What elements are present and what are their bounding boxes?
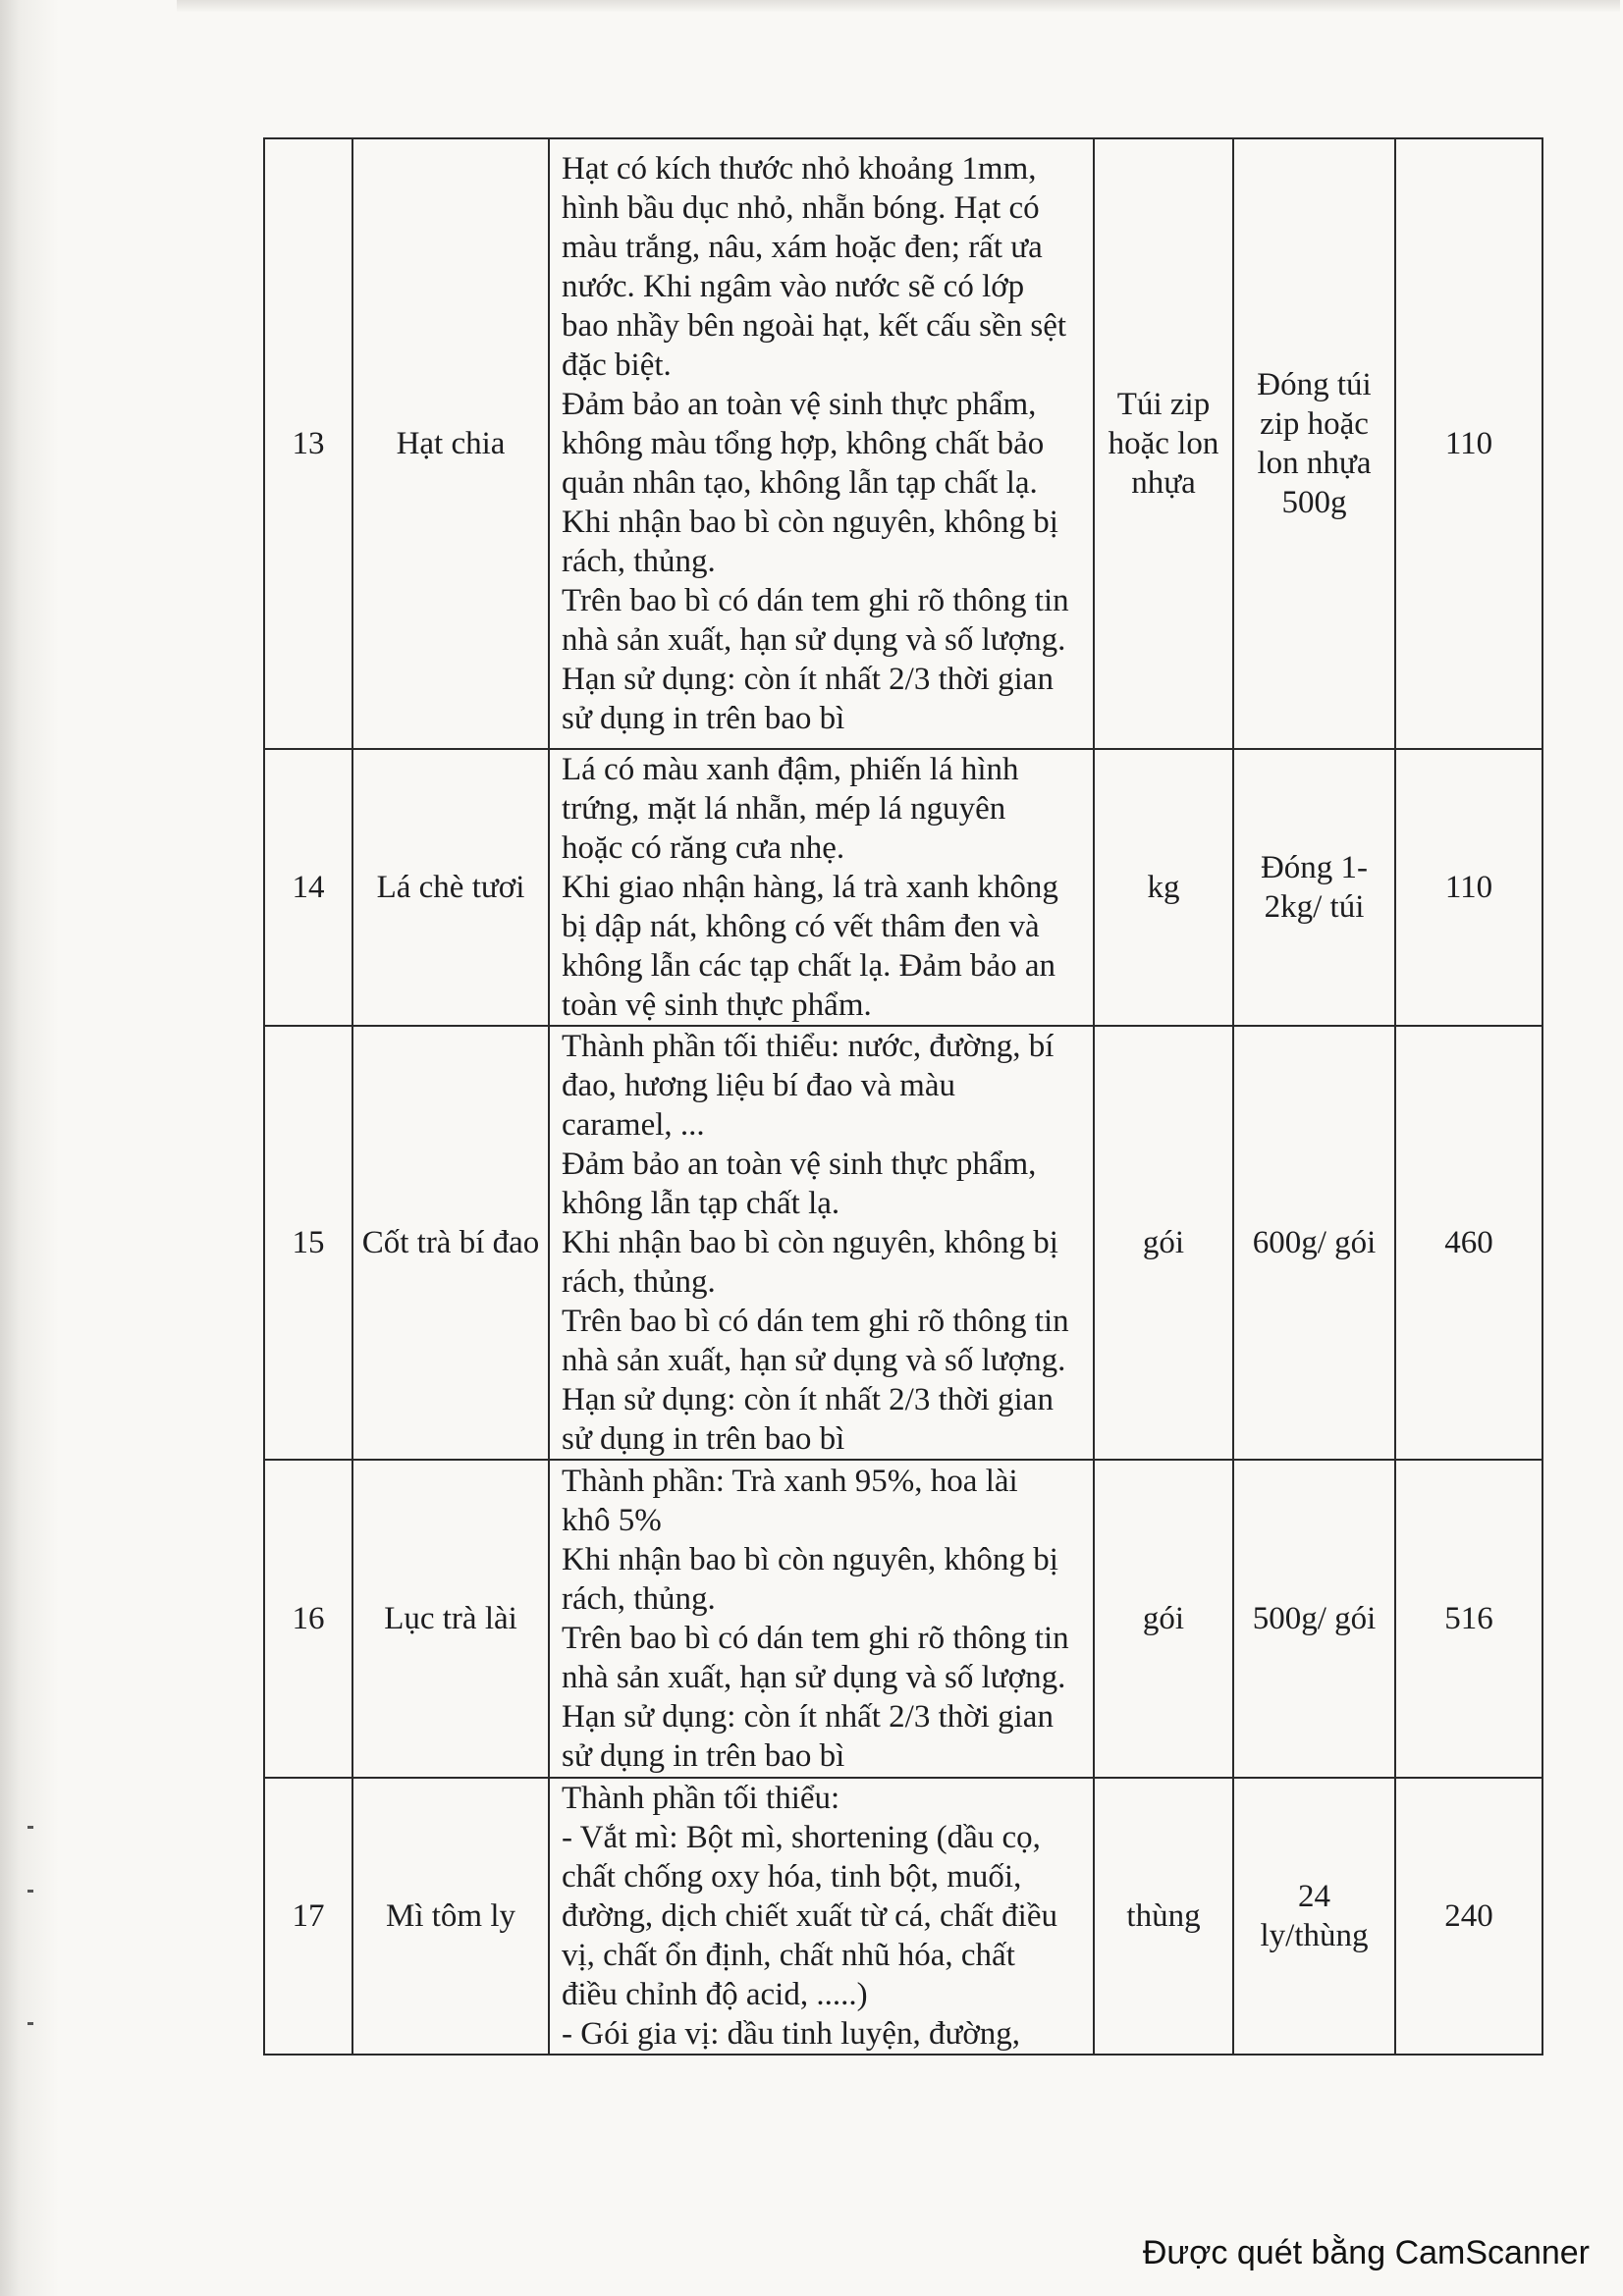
product-name: Hạt chia bbox=[352, 138, 549, 749]
row-number: 16 bbox=[264, 1460, 352, 1778]
spec-line: đường, dịch chiết xuất từ cá, chất điều bbox=[562, 1898, 1057, 1934]
spec-line: Trên bao bì có dán tem ghi rõ thông tin bbox=[562, 1304, 1069, 1339]
product-packing: 600g/ gói bbox=[1233, 1026, 1395, 1460]
spec-line: nhà sản xuất, hạn sử dụng và số lượng. bbox=[562, 1660, 1066, 1695]
spec-line: đao, hương liệu bí đao và màu bbox=[562, 1068, 955, 1103]
page-fold-edge bbox=[177, 0, 1620, 12]
spec-line: Thành phần: Trà xanh 95%, hoa lài bbox=[562, 1464, 1018, 1499]
spec-line: rách, thủng. bbox=[562, 1264, 716, 1300]
product-packing: 500g/ gói bbox=[1233, 1460, 1395, 1778]
spec-line: toàn vệ sinh thực phẩm. bbox=[562, 988, 872, 1023]
spec-line: Đảm bảo an toàn vệ sinh thực phẩm, bbox=[562, 1147, 1037, 1182]
table-row bbox=[264, 1778, 1542, 2055]
table-row bbox=[264, 749, 1542, 1026]
product-quantity: 516 bbox=[1395, 1460, 1542, 1778]
row-number: 15 bbox=[264, 1026, 352, 1460]
spec-line: Lá có màu xanh đậm, phiến lá hình bbox=[562, 752, 1019, 787]
product-spec bbox=[549, 138, 1094, 749]
margin-mark bbox=[27, 2022, 33, 2025]
product-unit: thùng bbox=[1094, 1778, 1233, 2055]
spec-line: - Vắt mì: Bột mì, shortening (dầu cọ, bbox=[562, 1820, 1041, 1855]
product-name: Lục trà lài bbox=[352, 1460, 549, 1778]
product-packing: Đóng 1-2kg/ túi bbox=[1233, 749, 1395, 1026]
product-spec bbox=[549, 1026, 1094, 1460]
product-spec-table-container bbox=[263, 137, 1542, 2056]
spec-line: bị dập nát, không có vết thâm đen và bbox=[562, 909, 1040, 944]
product-unit: kg bbox=[1094, 749, 1233, 1026]
spec-line: Khi nhận bao bì còn nguyên, không bị bbox=[562, 1542, 1058, 1577]
product-packing: Đóng túi zip hoặc lon nhựa 500g bbox=[1233, 138, 1395, 749]
product-name: Cốt trà bí đao bbox=[352, 1026, 549, 1460]
spec-line: Trên bao bì có dán tem ghi rõ thông tin bbox=[562, 583, 1069, 618]
spec-line: Hạn sử dụng: còn ít nhất 2/3 thời gian bbox=[562, 662, 1054, 697]
product-spec bbox=[549, 1778, 1094, 2055]
spec-line: rách, thủng. bbox=[562, 544, 716, 579]
spec-line: hoặc có răng cưa nhẹ. bbox=[562, 830, 845, 866]
spec-line: sử dụng in trên bao bì bbox=[562, 701, 845, 736]
spec-line: quản nhân tạo, không lẫn tạp chất lạ. bbox=[562, 465, 1038, 501]
spec-line: Trên bao bì có dán tem ghi rõ thông tin bbox=[562, 1621, 1069, 1656]
spec-line: nhà sản xuất, hạn sử dụng và số lượng. bbox=[562, 622, 1066, 658]
product-spec bbox=[549, 1460, 1094, 1778]
spec-line: caramel, ... bbox=[562, 1107, 705, 1143]
product-name: Lá chè tươi bbox=[352, 749, 549, 1026]
spec-line: Khi giao nhận hàng, lá trà xanh không bbox=[562, 870, 1058, 905]
table-row bbox=[264, 138, 1542, 749]
spec-line: Thành phần tối thiểu: nước, đường, bí bbox=[562, 1029, 1055, 1064]
product-packing: 24 ly/thùng bbox=[1233, 1778, 1395, 2055]
spec-line: không lẫn tạp chất lạ. bbox=[562, 1186, 840, 1221]
margin-mark bbox=[27, 1890, 33, 1893]
spec-line: rách, thủng. bbox=[562, 1581, 716, 1617]
product-name: Mì tôm ly bbox=[352, 1778, 549, 2055]
product-quantity: 110 bbox=[1395, 749, 1542, 1026]
spec-line: đặc biệt. bbox=[562, 347, 672, 383]
spec-line: hình bầu dục nhỏ, nhẵn bóng. Hạt có bbox=[562, 190, 1040, 226]
spec-line: Đảm bảo an toàn vệ sinh thực phẩm, bbox=[562, 387, 1037, 422]
spec-line: màu trắng, nâu, xám hoặc đen; rất ưa bbox=[562, 230, 1043, 265]
product-unit: gói bbox=[1094, 1460, 1233, 1778]
spec-line: trứng, mặt lá nhẵn, mép lá nguyên bbox=[562, 791, 1006, 827]
spec-line: Hạn sử dụng: còn ít nhất 2/3 thời gian bbox=[562, 1699, 1054, 1735]
margin-mark bbox=[27, 1826, 33, 1829]
spec-line: sử dụng in trên bao bì bbox=[562, 1738, 845, 1774]
spec-line: vị, chất ổn định, chất nhũ hóa, chất bbox=[562, 1938, 1015, 1973]
spec-line: chất chống oxy hóa, tinh bột, muối, bbox=[562, 1859, 1022, 1895]
spec-line: nước. Khi ngâm vào nước sẽ có lớp bbox=[562, 269, 1025, 304]
product-spec-table bbox=[263, 137, 1543, 2056]
spec-line: - Gói gia vị: dầu tinh luyện, đường, bbox=[562, 2016, 1021, 2052]
spec-line: Thành phần tối thiểu: bbox=[562, 1781, 840, 1816]
row-number: 13 bbox=[264, 138, 352, 749]
product-quantity: 240 bbox=[1395, 1778, 1542, 2055]
spec-line: bao nhầy bên ngoài hạt, kết cấu sền sệt bbox=[562, 308, 1067, 344]
spec-line: Khi nhận bao bì còn nguyên, không bị bbox=[562, 505, 1058, 540]
spec-line: sử dụng in trên bao bì bbox=[562, 1421, 845, 1457]
spec-line: Hạt có kích thước nhỏ khoảng 1mm, bbox=[562, 151, 1037, 187]
product-unit: Túi zip hoặc lon nhựa bbox=[1094, 138, 1233, 749]
product-spec bbox=[549, 749, 1094, 1026]
scanner-watermark: Được quét bằng CamScanner bbox=[1142, 2234, 1590, 2271]
spec-line: điều chỉnh độ acid, .....) bbox=[562, 1977, 868, 2012]
row-number: 17 bbox=[264, 1778, 352, 2055]
spec-line: không lẫn các tạp chất lạ. Đảm bảo an bbox=[562, 948, 1056, 984]
product-quantity: 110 bbox=[1395, 138, 1542, 749]
spec-line: không màu tổng hợp, không chất bảo bbox=[562, 426, 1045, 461]
product-unit: gói bbox=[1094, 1026, 1233, 1460]
spec-line: Hạn sử dụng: còn ít nhất 2/3 thời gian bbox=[562, 1382, 1054, 1417]
spec-line: khô 5% bbox=[562, 1503, 662, 1538]
spec-line: Khi nhận bao bì còn nguyên, không bị bbox=[562, 1225, 1058, 1260]
row-number: 14 bbox=[264, 749, 352, 1026]
spec-line: nhà sản xuất, hạn sử dụng và số lượng. bbox=[562, 1343, 1066, 1378]
table-row bbox=[264, 1460, 1542, 1778]
table-row bbox=[264, 1026, 1542, 1460]
product-quantity: 460 bbox=[1395, 1026, 1542, 1460]
